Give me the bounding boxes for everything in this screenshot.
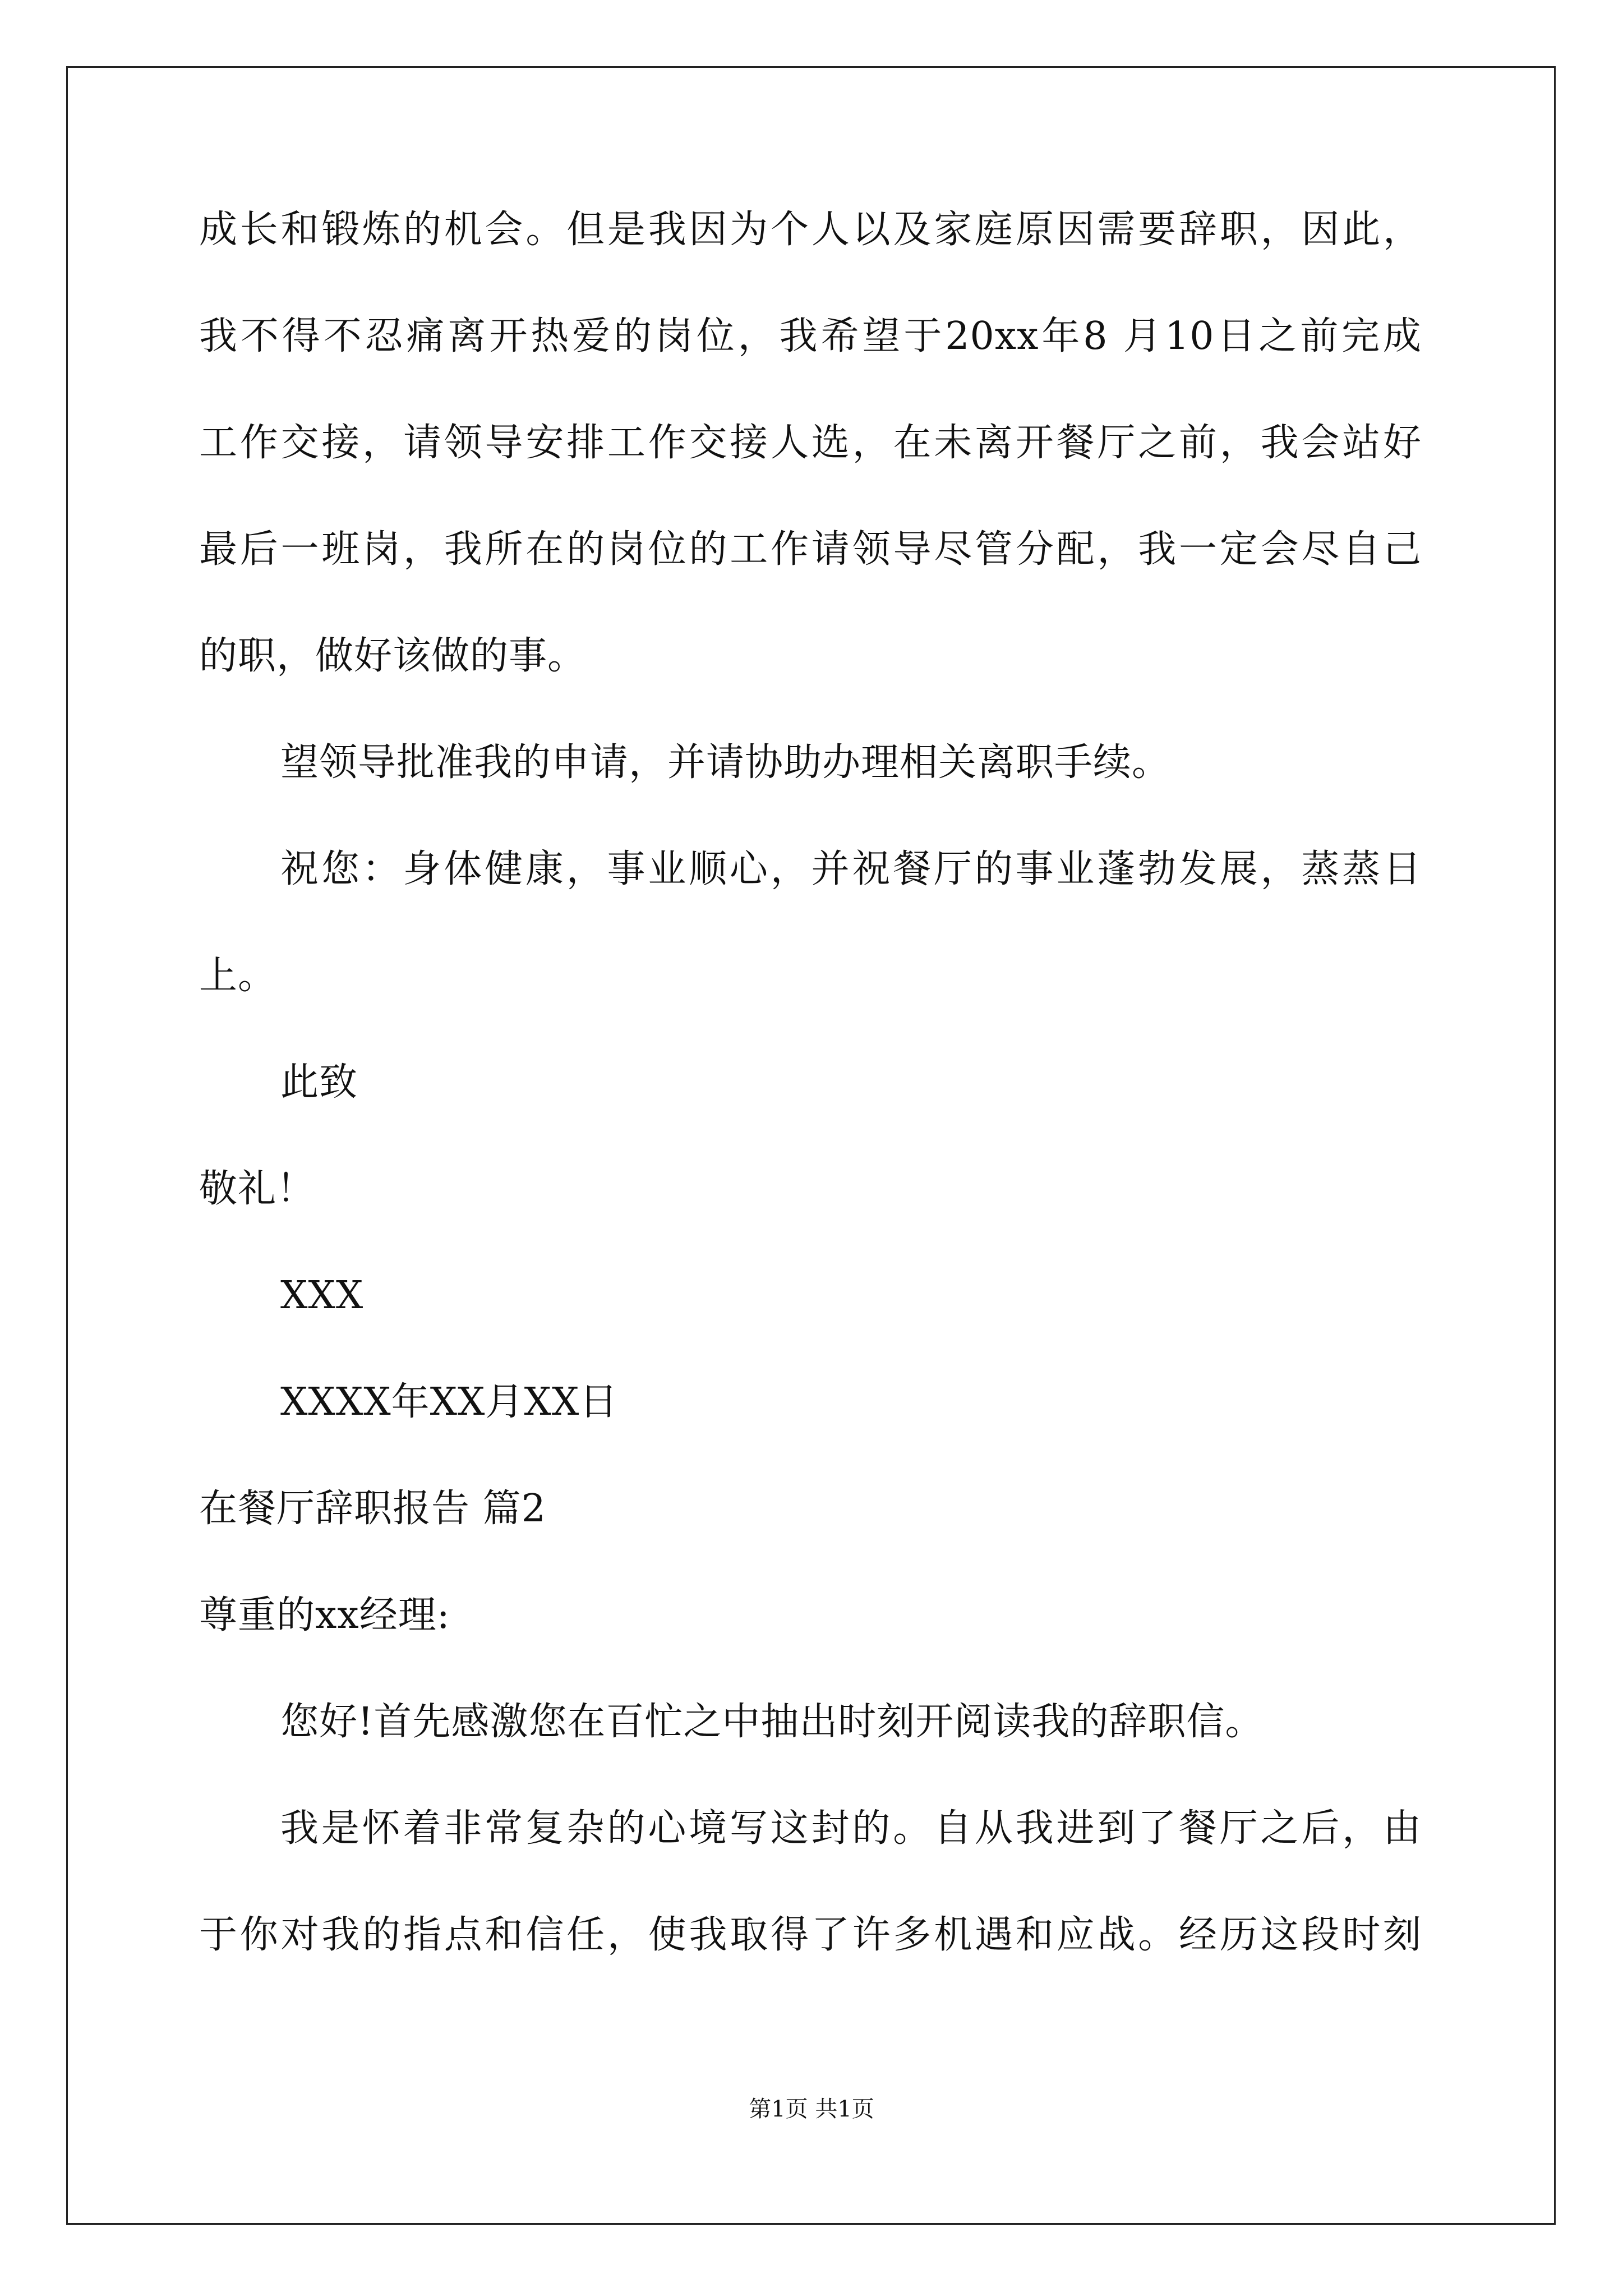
body-line-4: 最后一班岗，我所在的岗位的工作请领导尽管分配，我一定会尽自己 [199, 527, 1422, 572]
body-line-15: 您好!首先感激您在百忙之中抽出时刻开阅读我的辞职信。 [280, 1700, 1264, 1744]
letter-greeting: 尊重的xx经理: [199, 1593, 450, 1637]
page-border [66, 66, 1556, 2225]
section-heading: 在餐厅辞职报告 篇2 [199, 1487, 546, 1531]
body-line-5: 的职，做好该做的事。 [199, 634, 587, 678]
signature-date: XXXX年XX月XX日 [280, 1380, 619, 1424]
body-line-7: 祝您：身体健康，事业顺心，并祝餐厅的事业蓬勃发展，蒸蒸日 [280, 847, 1422, 891]
body-line-16: 我是怀着非常复杂的心境写这封的。自从我进到了餐厅之后，由 [280, 1806, 1422, 1851]
body-line-17: 于你对我的指点和信任，使我取得了许多机遇和应战。经历这段时刻 [199, 1913, 1422, 1957]
body-line-1: 成长和锻炼的机会。但是我因为个人以及家庭原因需要辞职，因此， [199, 208, 1422, 252]
body-line-8: 上。 [199, 954, 277, 998]
closing-salutation: 此致 [280, 1060, 358, 1105]
body-line-3: 工作交接，请领导安排工作交接人选，在未离开餐厅之前，我会站好 [199, 421, 1422, 465]
body-line-6: 望领导批准我的申请，并请协助办理相关离职手续。 [280, 740, 1171, 785]
signature-name: XXX [280, 1273, 364, 1318]
page-footer: 第1页 共1页 [749, 2096, 874, 2122]
body-line-2: 我不得不忍痛离开热爱的岗位，我希望于20xx年8 月10日之前完成 [199, 314, 1422, 358]
closing-regards: 敬礼！ [199, 1167, 316, 1211]
